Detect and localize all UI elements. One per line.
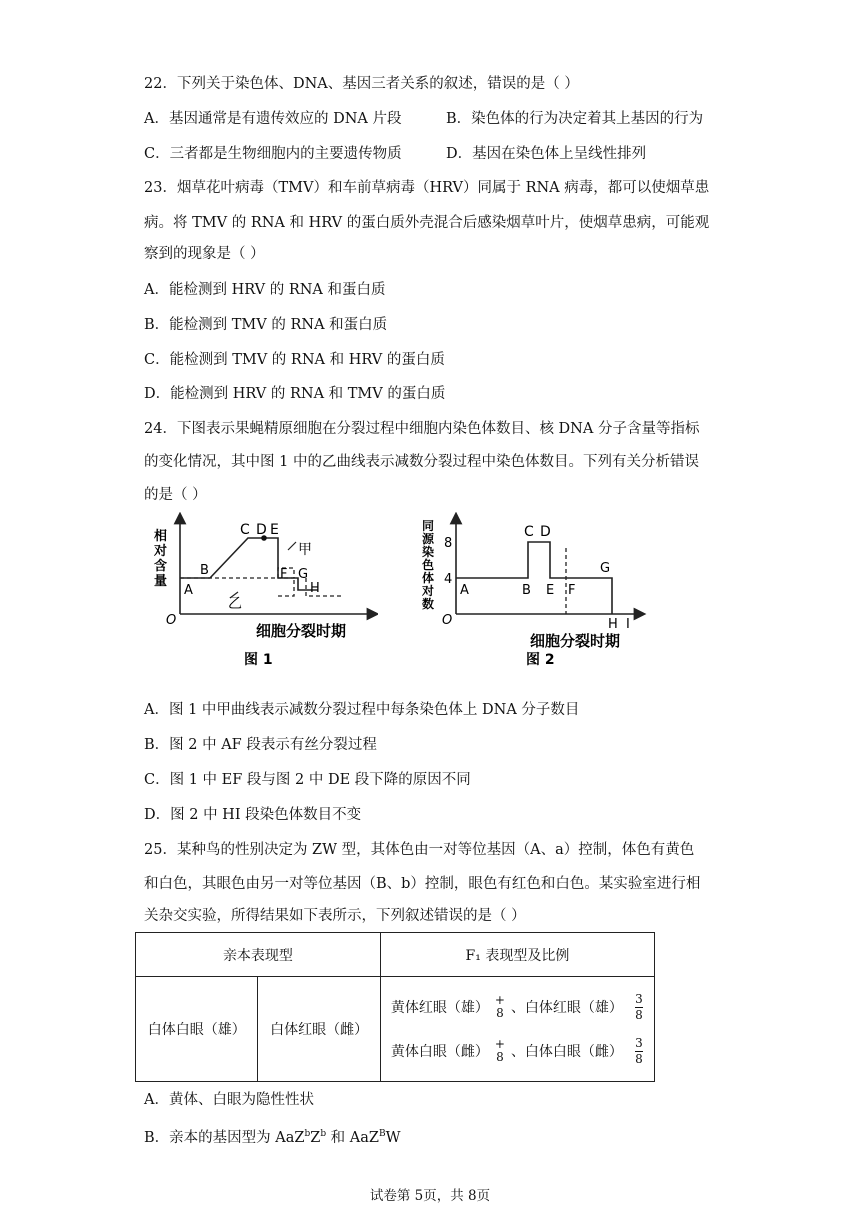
q23-stem-line1: 23．烟草花叶病毒（TMV）和车前草病毒（HRV）同属于 RNA 病毒，都可以使烟草患 (144, 180, 710, 196)
fig2-tick-4: 4 (444, 572, 453, 587)
fig2-curve (456, 542, 612, 614)
f1-ratio-4: $\frac{3}{8}$ (635, 1035, 643, 1066)
table-head-f1: F₁ 表现型及比例 (380, 933, 654, 977)
cross-result-table (135, 932, 655, 1082)
fig1-ylabel: 相对含量 (154, 529, 168, 589)
figure-2 (418, 512, 648, 672)
fig1-xlabel: 细胞分裂时期 (256, 622, 347, 640)
q24-stem-line3: 的是（ ） (144, 487, 207, 503)
q25-option-b: B．亲本的基因型为 $AaZ^bZ^b$ 和 AaZ$^B$W (144, 1129, 401, 1146)
fig2-point-b: B (522, 583, 531, 598)
q22-option-c: C．三者都是生物细胞内的主要遗传物质 (144, 146, 402, 162)
fig2-point-g: G (600, 561, 611, 576)
q23-option-d: D．能检测到 HRV 的 RNA 和 TMV 的蛋白质 (144, 386, 446, 402)
fig1-point-f: F (280, 567, 288, 582)
q23-stem-line3: 察到的现象是（ ） (144, 246, 265, 262)
fig2-point-f: F (568, 583, 576, 598)
q23-stem-line2: 病。将 TMV 的 RNA 和 HRV 的蛋白质外壳混合后感染烟草叶片，使烟草患病，可能观 (144, 215, 710, 231)
table-f1-row2 (391, 1029, 654, 1073)
q22-option-a: A．基因通常是有遗传效应的 DNA 片段 (144, 111, 402, 127)
fig2-point-e: E (546, 583, 555, 598)
q24-option-a: A．图 1 中甲曲线表示减数分裂过程中每条染色体上 DNA 分子数目 (144, 702, 580, 718)
f1-ratio-3: + 8 (494, 1037, 505, 1064)
q25-stem-line1: 25．某种鸟的性别决定为 ZW 型，其体色由一对等位基因（A、a）控制，体色有黄色 (144, 842, 695, 858)
f1-ratio-2: $\frac{3}{8}$ (635, 991, 643, 1022)
fig2-origin: O (442, 613, 453, 628)
fig1-caption: 图 1 (244, 652, 273, 668)
q23-option-a: A．能检测到 HRV 的 RNA 和蛋白质 (144, 282, 386, 298)
fig1-point-h: H (310, 581, 320, 596)
fig1-point-d: D (256, 522, 267, 538)
q25-stem-line3: 关杂交实验，所得结果如下表所示，下列叙述错误的是（ ） (144, 908, 526, 924)
q22-option-b: B．染色体的行为决定着其上基因的行为 (446, 111, 704, 127)
fig2-ylabel: 同源染色体对数 (422, 519, 435, 611)
fig1-point-a: A (184, 583, 193, 598)
f1-yellow-white-female: 黄体白眼（雌） (390, 1044, 489, 1060)
f1-white-white-female: 、白体白眼（雌） (510, 1044, 623, 1060)
figure-1 (148, 512, 378, 672)
fig2-point-a: A (460, 583, 469, 598)
q22-option-d: D．基因在染色体上呈线性排列 (446, 146, 647, 162)
q25-stem-line2: 和白色，其眼色由另一对等位基因（B、b）控制，眼色有红色和白色。某实验室进行相 (144, 876, 701, 892)
fig2-point-d: D (540, 524, 551, 540)
fig1-ylabel-c1: 相 (154, 529, 168, 544)
q24-stem-line2: 的变化情况，其中图 1 中的乙曲线表示减数分裂过程中染色体数目。下列有关分析错误 (144, 454, 699, 470)
table-f1-cell (380, 977, 654, 1082)
fig2-xlabel: 细胞分裂时期 (530, 632, 621, 650)
fig2-point-i: I (626, 617, 630, 632)
q23-option-c: C．能检测到 TMV 的 RNA 和 HRV 的蛋白质 (144, 352, 445, 368)
table-parent-female: 白体红眼（雌） (258, 977, 380, 1082)
fig2-point-h: H (608, 617, 618, 632)
q24-stem-line1: 24．下图表示果蝇精原细胞在分裂过程中细胞内染色体数目、核 DNA 分子含量等指标 (144, 421, 700, 437)
f1-white-red-male: 、白体红眼（雄） (510, 1000, 623, 1016)
fig2-tick-8: 8 (444, 536, 453, 551)
table-head-parent: 亲本表现型 (136, 933, 381, 977)
q23-option-b: B．能检测到 TMV 的 RNA 和蛋白质 (144, 317, 388, 333)
q24-option-b: B．图 2 中 AF 段表示有丝分裂过程 (144, 737, 377, 753)
fig1-origin: O (166, 613, 177, 628)
page-footer: 试卷第 5页，共 8页 (369, 1188, 491, 1204)
fig2-caption: 图 2 (526, 652, 555, 668)
f1-ratio-1: + 8 (494, 993, 505, 1020)
table-f1-row1 (391, 985, 654, 1029)
fig1-point-b: B (200, 563, 209, 578)
q24-option-d: D．图 2 中 HI 段染色体数目不变 (144, 807, 362, 823)
f1-yellow-red-male: 黄体红眼（雄） (390, 1000, 489, 1016)
fig1-point-c: C (240, 522, 250, 538)
fig1-point-g: G (298, 567, 309, 582)
fig2-point-c: C (524, 524, 534, 540)
q24-option-c: C．图 1 中 EF 段与图 2 中 DE 段下降的原因不同 (144, 772, 471, 788)
q25-option-a: A．黄体、白眼为隐性性状 (144, 1092, 314, 1108)
fig1-label-yi: 乙 (228, 596, 242, 612)
fig1-label-jia: 甲 (298, 542, 312, 558)
table-parent-male: 白体白眼（雄） (136, 977, 258, 1082)
q22-stem: 22．下列关于染色体、DNA、基因三者关系的叙述，错误的是（ ） (144, 76, 579, 92)
fig1-point-e: E (270, 522, 279, 538)
